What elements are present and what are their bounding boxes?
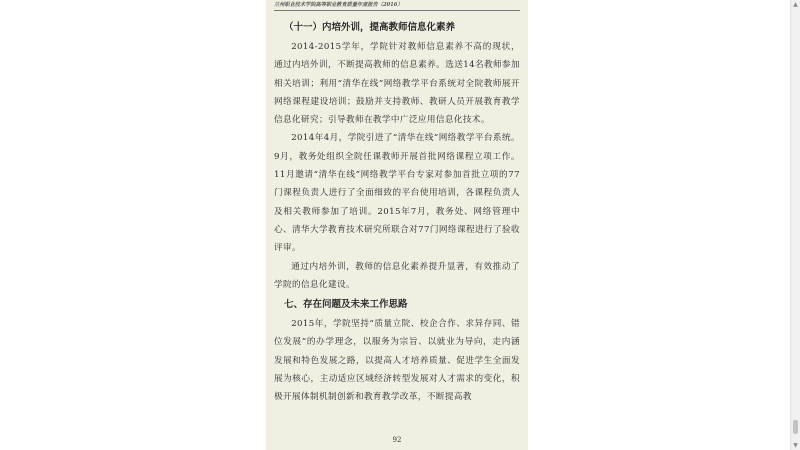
page-content <box>274 20 520 407</box>
paragraph: 2014-2015学年，学院针对教师信息素养不高的现状，通过内培外训，不断提高教师的信息素养。选送14名教师参加相关培训；利用“清华在线”网络教学平台系统对全院教师展开网络课程建设培训；鼓励并支持教师、教研人员开展教育教学信息化研究；引导教师在教学中广泛应用信息化技术。 <box>274 42 520 126</box>
paragraph: 2014年4月，学院引进了“清华在线”网络教学平台系统。9月，教务处组织全院任课教师开展首批网络课程立项工作。 11月邀请“清华在线”网络教学平台专家对参加首批立项的77门课程负责人进行了全面细致的平台使用培训，各课程负责人及相关教师参加了培训。2015年7月，教务处、网络管理中心、清华大学教育技术研究所联合对77门网络课程进行了验收评审。 <box>274 133 520 254</box>
page-number: 92 <box>392 436 402 444</box>
running-header: 兰州职业技术学院高等职业教育质量年度报告（2016） <box>274 2 403 8</box>
scrollbar-thumb[interactable] <box>793 420 798 434</box>
paragraph: 2015年，学院坚持“质量立院、校企合作、求异存同、错位发展”的办学理念，以服务为宗旨、以就业为导向，走内涵发展和特色发展之路，以提高人才培养质量、促进学生全面发展为核心，主动适应区域经济转型发展对人才需求的变化，积极开展体制机制创新和教育教学改革，不断提高教 <box>274 319 520 403</box>
section-heading-training: （十一）内培外训，提高教师信息化素养 <box>284 22 456 33</box>
document-page <box>266 0 528 450</box>
scroll-down-arrow-icon[interactable]: ▼ <box>793 442 798 449</box>
section-heading-problems: 七、存在问题及未来工作思路 <box>284 299 408 311</box>
header-rule <box>274 10 520 11</box>
vertical-scrollbar[interactable] <box>790 0 800 450</box>
scroll-up-arrow-icon[interactable]: ▲ <box>793 1 798 8</box>
paragraph: 通过内培外训，教师的信息化素养提升显著，有效推动了学院的信息化建设。 <box>274 261 520 290</box>
